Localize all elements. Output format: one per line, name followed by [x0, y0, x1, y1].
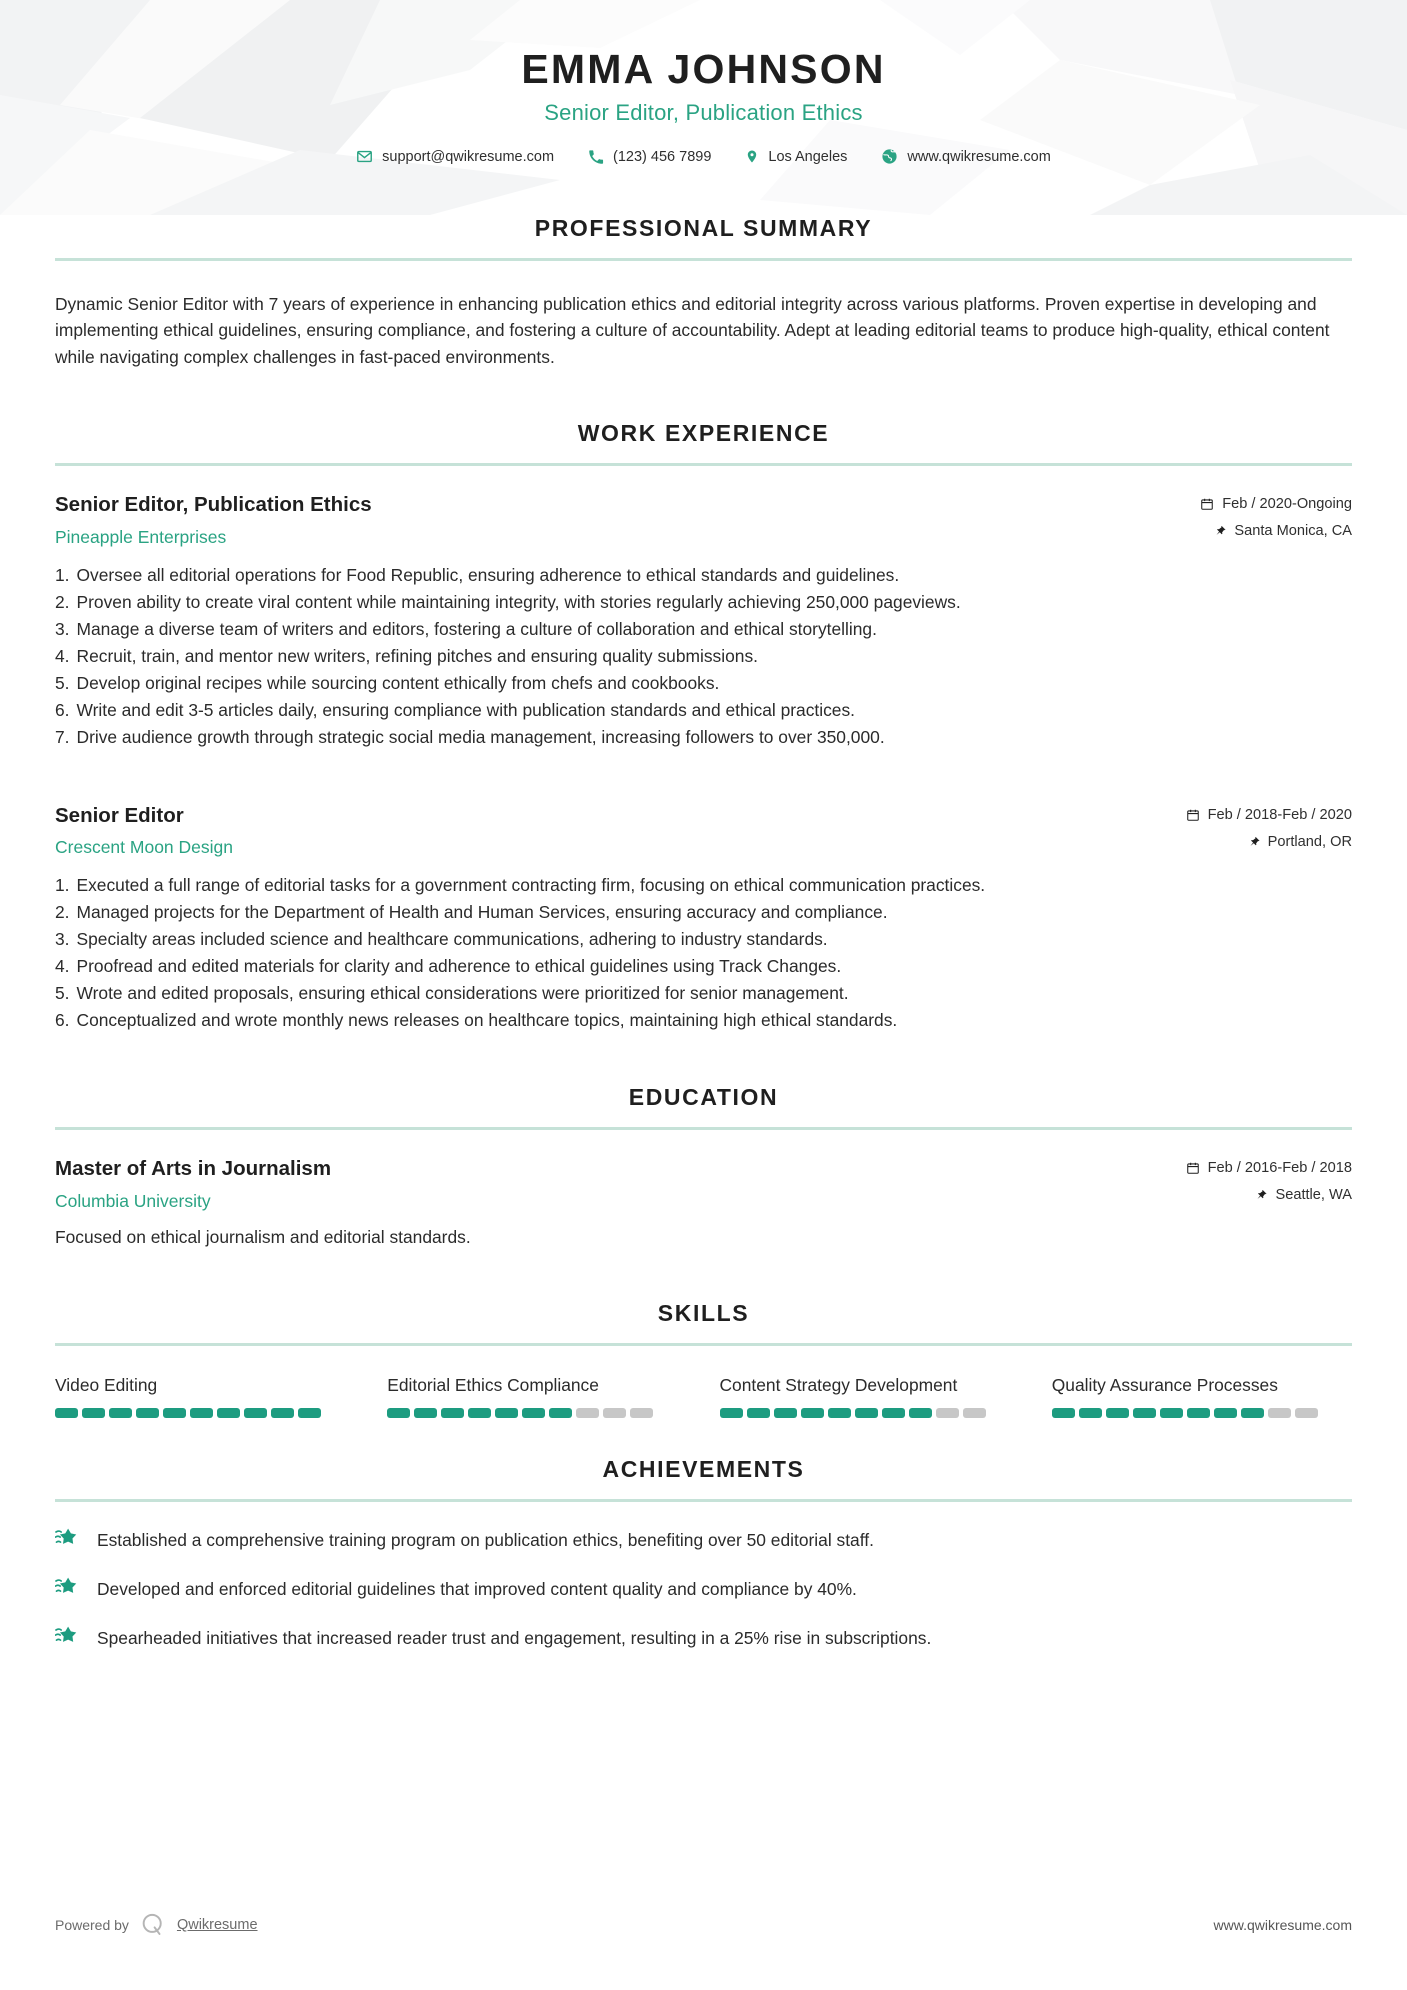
pin-icon [1255, 1188, 1267, 1202]
contact-phone[interactable] [588, 149, 711, 165]
contact-bar [0, 148, 1407, 165]
education-description: Focused on ethical journalism and editorial standards. [55, 1226, 471, 1247]
achievement-item [55, 1624, 1352, 1651]
achievement-text: Established a comprehensive training program on publication ethics, benefiting over 50 editorial staff. [97, 1529, 874, 1550]
bullet-text: Executed a full range of editorial tasks for a government contracting firm, focusing on ethical communication practices. [76, 875, 986, 896]
bullet-item: 1. Executed a full range of editorial tasks for a government contracting firm, focusing on ethical communication practices. [55, 872, 1352, 899]
job-bullets [55, 872, 1352, 1034]
skill-segment [55, 1408, 78, 1418]
bullet-text: Write and edit 3-5 articles daily, ensuring compliance with publication standards and ethical practices. [76, 699, 855, 720]
skill-rating-bar [55, 1408, 355, 1418]
contact-email-text: support@qwikresume.com [382, 148, 555, 165]
bullet-text: Proofread and edited materials for clarity and adherence to ethical guidelines using Track Changes. [76, 956, 842, 977]
calendar-icon [1186, 1161, 1200, 1175]
skill-rating-bar [1052, 1408, 1352, 1418]
skill-item [720, 1374, 1020, 1418]
contact-phone-text: (123) 456 7899 [613, 148, 712, 165]
pin-icon [1248, 835, 1260, 849]
section-work-experience [0, 420, 1407, 1034]
skill-segment [720, 1408, 743, 1418]
job-title: Senior Editor, Publication Ethics [55, 493, 372, 517]
skill-segment [603, 1408, 626, 1418]
contact-website[interactable] [881, 148, 1050, 165]
skill-segment [747, 1408, 770, 1418]
calendar-icon [1200, 497, 1214, 511]
bullet-item: 5. Wrote and edited proposals, ensuring ethical considerations were prioritized for senior management. [55, 980, 1352, 1007]
bullet-text: Manage a diverse team of writers and editors, fostering a culture of collaboration and ethical storytelling. [76, 618, 877, 639]
skill-segment [774, 1408, 797, 1418]
bullet-item: 2. Managed projects for the Department of Health and Human Services, ensuring accuracy and compliance. [55, 899, 1352, 926]
bullet-text: Develop original recipes while sourcing content ethically from chefs and cookbooks. [76, 672, 720, 693]
globe-icon [881, 148, 898, 165]
skill-label: Content Strategy Development [719, 1374, 958, 1395]
skill-segment [298, 1408, 321, 1418]
skill-segment [1187, 1408, 1210, 1418]
shooting-star-icon [55, 1575, 81, 1599]
job-date-text: Feb / 2020-Ongoing [1222, 496, 1352, 513]
skill-segment [441, 1408, 464, 1418]
job-bullets [55, 562, 1352, 751]
skill-segment [1079, 1408, 1102, 1418]
skill-item [387, 1374, 687, 1418]
skill-segment [1160, 1408, 1183, 1418]
shooting-star-icon [55, 1526, 81, 1550]
skill-label: Quality Assurance Processes [1051, 1374, 1278, 1395]
section-divider [55, 258, 1352, 261]
bullet-item: 3. Manage a diverse team of writers and editors, fostering a culture of collaboration and ethical storytelling. [55, 616, 1352, 643]
skill-segment [271, 1408, 294, 1418]
skill-segment [217, 1408, 240, 1418]
skill-segment [1214, 1408, 1237, 1418]
skill-rating-bar [720, 1408, 1020, 1418]
section-achievements [0, 1456, 1407, 1652]
phone-icon [588, 149, 604, 165]
section-title-experience: WORK EXPERIENCE [577, 420, 830, 447]
bullet-item: 4. Proofread and edited materials for clarity and adherence to ethical guidelines using Track Changes. [55, 953, 1352, 980]
company-name: Crescent Moon Design [55, 837, 233, 858]
pin-icon [1214, 524, 1226, 538]
achievement-text: Developed and enforced editorial guidelines that improved content quality and compliance by 40%. [97, 1579, 857, 1600]
skill-segment [163, 1408, 186, 1418]
skill-segment [468, 1408, 491, 1418]
section-title-education: EDUCATION [628, 1084, 779, 1111]
section-divider [55, 1127, 1352, 1130]
skill-segment [1241, 1408, 1264, 1418]
skill-segment [387, 1408, 410, 1418]
bullet-text: Managed projects for the Department of Health and Human Services, ensuring accuracy and compliance. [76, 902, 888, 923]
education-location [1186, 1187, 1352, 1203]
education-entry [55, 1156, 1352, 1250]
skill-segment [1268, 1408, 1291, 1418]
skill-item [55, 1374, 355, 1418]
bullet-text: Drive audience growth through strategic social media management, increasing followers to over 350,000. [76, 726, 885, 747]
skill-segment [190, 1408, 213, 1418]
job-location-text: Portland, OR [1267, 833, 1352, 850]
achievement-text: Spearheaded initiatives that increased reader trust and engagement, resulting in a 25% rise in subscriptions. [97, 1628, 932, 1649]
skills-grid [55, 1374, 1352, 1418]
skill-segment [576, 1408, 599, 1418]
section-title-summary: PROFESSIONAL SUMMARY [534, 215, 873, 241]
section-divider [55, 463, 1352, 466]
education-location-text: Seattle, WA [1275, 1187, 1352, 1204]
brand-link[interactable]: Qwikresume [176, 1917, 258, 1933]
skill-segment [522, 1408, 545, 1418]
resume-header [0, 0, 1407, 215]
section-divider [55, 1343, 1352, 1346]
summary-text: Dynamic Senior Editor with 7 years of experience in enhancing publication ethics and editorial integrity across various platforms. Proven expertise in developing and implementing ethical guidelines, ensuring compliance, and fostering a culture of accountability. Adept at leading editorial teams to produce high-quality, ethical content while navigating complex challenges in fast-paced environments. [55, 294, 1330, 367]
bullet-text: Proven ability to create viral content while maintaining integrity, with stories regularly achieving 250,000 pageviews. [76, 591, 961, 612]
bullet-item: 6. Write and edit 3-5 articles daily, ensuring compliance with publication standards and ethical practices. [55, 697, 1352, 724]
education-date [1186, 1160, 1352, 1176]
bullet-text: Oversee all editorial operations for Food Republic, ensuring adherence to ethical standards and guidelines. [76, 565, 900, 585]
contact-location-text: Los Angeles [768, 148, 848, 165]
shooting-star-icon [55, 1624, 81, 1648]
bullet-text: Recruit, train, and mentor new writers, refining pitches and ensuring quality submissions. [76, 645, 758, 666]
location-pin-icon [745, 148, 759, 165]
skill-segment [882, 1408, 905, 1418]
skill-label: Video Editing [55, 1374, 158, 1395]
bullet-item: 2. Proven ability to create viral content while maintaining integrity, with stories regularly achieving 250,000 pageviews. [55, 589, 1352, 616]
skill-segment [82, 1408, 105, 1418]
skill-item [1052, 1374, 1352, 1418]
job-date [1186, 807, 1352, 823]
contact-website-text: www.qwikresume.com [907, 148, 1051, 165]
skill-segment [414, 1408, 437, 1418]
job-date-text: Feb / 2018-Feb / 2020 [1207, 806, 1352, 823]
bullet-text: Conceptualized and wrote monthly news releases on healthcare topics, maintaining high ethical standards. [76, 1010, 898, 1031]
school-name: Columbia University [55, 1190, 211, 1211]
education-date-text: Feb / 2016-Feb / 2018 [1207, 1160, 1352, 1177]
section-skills [0, 1300, 1407, 1418]
company-name: Pineapple Enterprises [55, 527, 227, 547]
section-title-achievements: ACHIEVEMENTS [602, 1455, 805, 1482]
section-title-skills: SKILLS [657, 1299, 750, 1326]
skill-segment [1295, 1408, 1318, 1418]
skill-segment [495, 1408, 518, 1418]
achievements-list [55, 1526, 1352, 1652]
job-date [1200, 496, 1352, 512]
skill-segment [630, 1408, 653, 1418]
skill-segment [909, 1408, 932, 1418]
degree-title: Master of Arts in Journalism [55, 1157, 332, 1181]
section-education [0, 1084, 1407, 1250]
calendar-icon [1186, 808, 1200, 822]
contact-location[interactable] [745, 148, 847, 165]
skill-segment [828, 1408, 851, 1418]
skill-segment [801, 1408, 824, 1418]
bullet-item: 4. Recruit, train, and mentor new writers, refining pitches and ensuring quality submissions. [55, 643, 1352, 670]
powered-by-label: Powered by [55, 1917, 129, 1933]
bullet-item: 5. Develop original recipes while sourcing content ethically from chefs and cookbooks. [55, 670, 1352, 697]
contact-email[interactable] [356, 148, 554, 165]
bullet-item: 6. Conceptualized and wrote monthly news releases on healthcare topics, maintaining high ethical standards. [55, 1007, 1352, 1034]
bullet-item: 3. Specialty areas included science and healthcare communications, adhering to industry standards. [55, 926, 1352, 953]
bullet-text: Wrote and edited proposals, ensuring ethical considerations were prioritized for senior management. [76, 983, 849, 1004]
skill-segment [1052, 1408, 1075, 1418]
experience-entry [55, 803, 1352, 1034]
skill-segment [1106, 1408, 1129, 1418]
qwikresume-logo-icon [140, 1912, 166, 1938]
candidate-role: Senior Editor, Publication Ethics [544, 100, 863, 126]
bullet-text: Specialty areas included science and healthcare communications, adhering to industry standards. [76, 929, 828, 950]
page-footer [55, 1912, 1352, 1938]
achievement-item [55, 1526, 1352, 1553]
skill-segment [549, 1408, 572, 1418]
skill-segment [1133, 1408, 1156, 1418]
job-location-text: Santa Monica, CA [1234, 523, 1352, 540]
section-divider [55, 1499, 1352, 1502]
job-location [1186, 834, 1352, 850]
skill-label: Editorial Ethics Compliance [387, 1374, 599, 1395]
achievement-item [55, 1575, 1352, 1602]
candidate-name: EMMA JOHNSON [521, 46, 886, 92]
skill-segment [936, 1408, 959, 1418]
skill-segment [855, 1408, 878, 1418]
skill-segment [109, 1408, 132, 1418]
skill-segment [136, 1408, 159, 1418]
bullet-item: 1. Oversee all editorial operations for Food Republic, ensuring adherence to ethical standards and guidelines. [55, 562, 1352, 589]
skill-segment [244, 1408, 267, 1418]
skill-segment [963, 1408, 986, 1418]
section-professional-summary [0, 215, 1407, 370]
skill-rating-bar [387, 1408, 687, 1418]
job-title: Senior Editor [55, 803, 184, 827]
footer-website: www.qwikresume.com [1213, 1917, 1352, 1933]
experience-entry [55, 492, 1352, 750]
email-icon [356, 148, 373, 165]
bullet-item: 7. Drive audience growth through strategic social media management, increasing followers to over 350,000. [55, 724, 1352, 751]
job-location [1200, 523, 1352, 539]
